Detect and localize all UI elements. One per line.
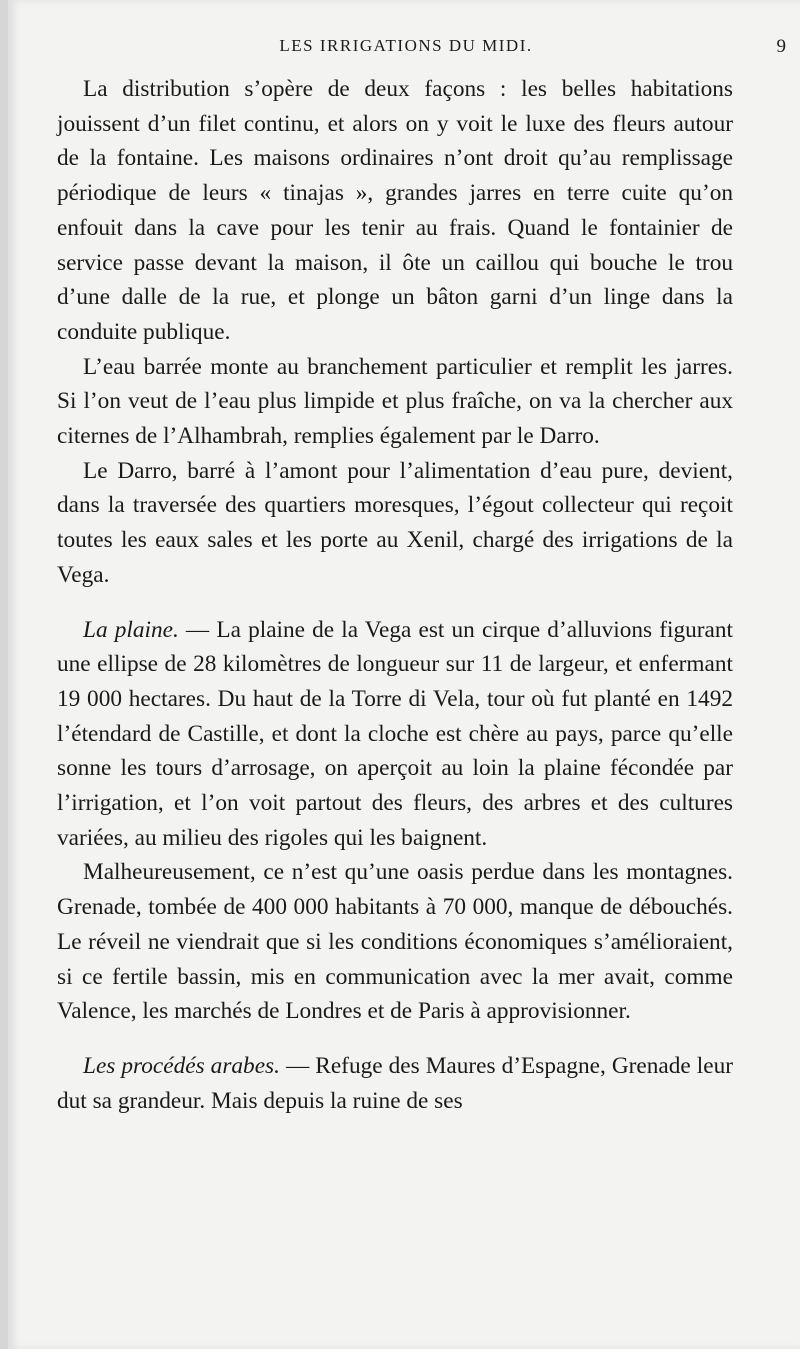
paragraph-eau-barree: L’eau barrée monte au branchement particulier et remplit les jarres. Si l’on veut de l’eau plus limpide et plus fraîche, on va la chercher aux citernes de l’Alhambrah, remplies également par le Darro. [57, 353, 733, 450]
page-header [56, 36, 796, 60]
paragraph-procedes-arabes [57, 1049, 733, 1118]
section-title-procedes-arabes: Les procédés arabes. [83, 1052, 280, 1079]
page-number: 9 [776, 36, 786, 57]
running-head: LES IRRIGATIONS DU MIDI. [279, 36, 533, 55]
book-page [8, 0, 800, 1349]
paragraph-distribution: La distribution s’opère de deux façons : les belles habitations jouissent d’un filet continu, et alors on y voit le luxe des fleurs autour de la fontaine. Les maisons ordinaires n’ont droit qu’au remplissage périodique de leurs « tinajas », grandes jarres en terre cuite qu’on enfouit dans la cave pour les tenir au frais. Quand le fontainier de service passe devant la maison, il ôte un caillou qui bouche le trou d’une dalle de la rue, et plonge un bâton garni d’un linge dans la conduite publique. [57, 76, 733, 345]
section-title-la-plaine: La plaine. [83, 616, 179, 643]
paragraph-malheureusement: Malheureusement, ce n’est qu’une oasis perdue dans les montagnes. Grenade, tombée de 400 000 habitants à 70 000, manque de débouchés. Le réveil ne viendrait que si les conditions économiques s’amélioraient, si ce fertile bassin, mis en communication avec la mer avait, comme Valence, les marchés de Londres et de Paris à approvisionner. [57, 859, 733, 1025]
section-text-la-plaine: — La plaine de la Vega est un cirque d’alluvions figurant une ellipse de 28 kilomètres de longueur sur 11 de largeur, et enfermant 19 000 hectares. Du haut de la Torre di Vela, tour où fut planté en 1492 l’étendard de Castille, et dont la cloche est chère au pays, parce qu’elle sonne les tours d’arrosage, on aperçoit au loin la plaine fécondée par l’irrigation, et l’on voit partout des fleurs, des arbres et des cultures variées, au milieu des rigoles qui les baignent. [57, 616, 733, 851]
section-text-procedes-arabes: — Refuge des Maures d’Espagne, Grenade leur dut sa grandeur. Mais depuis la ruine de ses [57, 1052, 733, 1114]
paragraph-darro: Le Darro, barré à l’amont pour l’alimentation d’eau pure, devient, dans la traversée des quartiers moresques, l’égout collecteur qui reçoit toutes les eaux sales et les porte au Xenil, chargé des irrigations de la Vega. [57, 457, 733, 588]
body-text [57, 72, 733, 1118]
paragraph-la-plaine [57, 613, 733, 856]
